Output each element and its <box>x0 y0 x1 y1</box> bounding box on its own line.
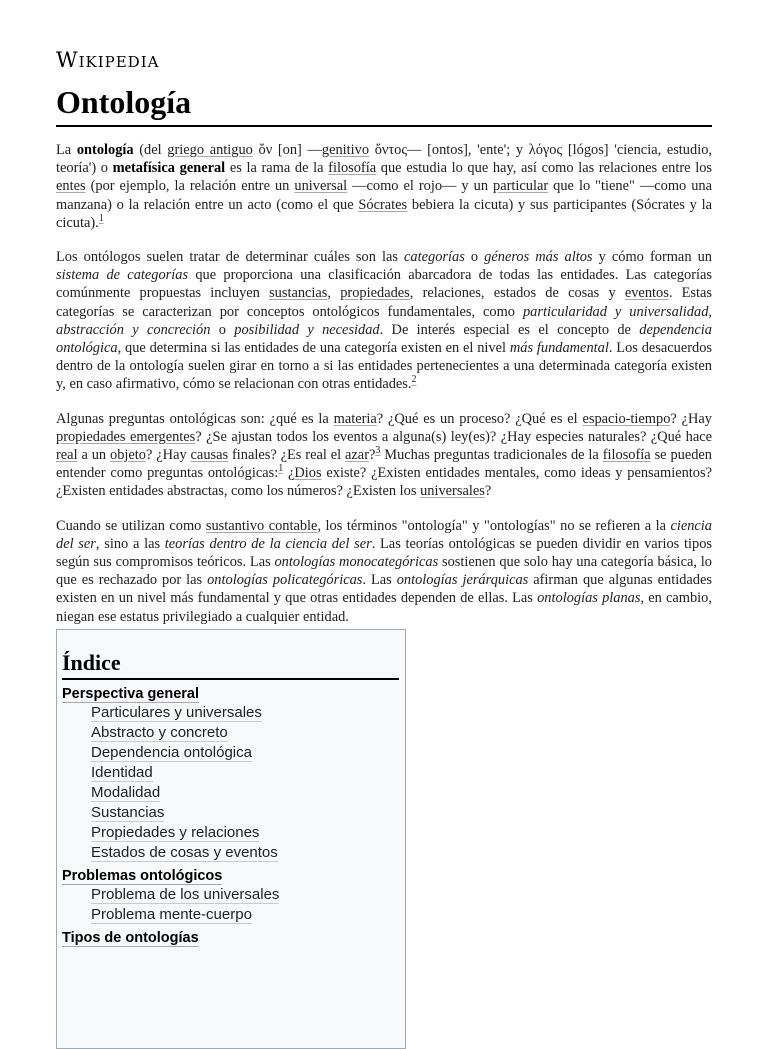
italic-term: categorías <box>404 249 465 266</box>
toc-item-label[interactable]: Estados de cosas y eventos <box>91 844 278 861</box>
wikipedia-wordmark[interactable]: Wikipedia <box>56 48 160 72</box>
reference-3[interactable]: 3 <box>375 445 381 457</box>
link-objeto[interactable]: objeto <box>110 447 147 464</box>
text: ? <box>484 483 492 500</box>
text: sostienen que solo hay una categoría básica, lo que es rechazado por las <box>56 554 713 589</box>
link-entes[interactable]: entes <box>56 178 86 195</box>
italic-term: más fundamental <box>509 340 609 357</box>
toc-item-label[interactable]: Sustancias <box>91 804 165 821</box>
text: , los términos "ontología" y "ontologías" no se refieren a la <box>317 517 671 534</box>
text: . Las teorías ontológicas se pueden dividir en varios tipos según sus compromisos teóricos. Las <box>56 535 712 571</box>
link-espacio-tiempo[interactable]: espacio-tiempo <box>582 410 671 427</box>
toc-item-label[interactable]: Modalidad <box>91 784 161 801</box>
text: , en cambio, niegan ese estatus privilegiado a cualquier entidad. <box>56 590 712 625</box>
italic-term: sistema de categorías <box>56 267 189 284</box>
link-causas[interactable]: causas <box>190 447 229 464</box>
link-universales[interactable]: universales <box>420 483 485 500</box>
link-genitivo[interactable]: genitivo <box>321 142 370 158</box>
toc-item-label[interactable]: Propiedades y relaciones <box>91 824 260 841</box>
article-body <box>56 141 712 642</box>
bold-term: metafísica general <box>112 160 226 177</box>
toc-item[interactable] <box>62 703 399 723</box>
toc-item[interactable] <box>62 803 399 823</box>
italic-term: ontologías jerárquicas <box>396 572 529 589</box>
link-materia[interactable]: materia <box>333 410 377 427</box>
text: . De interés especial es el concepto de <box>379 321 640 338</box>
toc-section-label[interactable]: Tipos de ontologías <box>62 930 199 946</box>
text: ? ¿Hay <box>670 410 712 427</box>
italic-term: teorías dentro de la ciencia del ser <box>164 535 372 552</box>
text: a un <box>77 447 111 464</box>
toc-item[interactable] <box>62 843 399 863</box>
text: Los ontólogos suelen tratar de determinar cuáles son las <box>56 249 405 266</box>
italic-term: posibilidad y necesidad <box>234 321 380 338</box>
toc-title: Índice <box>62 650 399 680</box>
text: o <box>210 321 235 338</box>
bold-term: ontología <box>76 142 134 158</box>
text: es la rama de la <box>225 160 329 177</box>
text: que estudia lo que hay, así como las relaciones entre los <box>376 160 712 177</box>
link-griego-antiguo[interactable]: griego antiguo <box>167 142 253 158</box>
toc-item-label[interactable]: Problema de los universales <box>91 886 280 903</box>
toc-section-problemas-ontologicos[interactable] <box>62 867 399 885</box>
link-sustantivo-contable[interactable]: sustantivo contable <box>205 517 318 534</box>
toc-item[interactable] <box>62 905 399 925</box>
paragraph-intro <box>56 141 712 232</box>
text: . Estas categorías se caracterizan por conceptos ontológicos fundamentales, como <box>56 285 712 320</box>
reference-2[interactable]: 2 <box>411 374 417 386</box>
title-divider <box>56 125 712 127</box>
text: ? ¿Qué es un proceso? ¿Qué es el <box>376 410 583 427</box>
toc-section-label[interactable]: Problemas ontológicos <box>62 868 223 884</box>
toc-item-label[interactable]: Particulares y universales <box>91 704 262 721</box>
toc-section-label[interactable]: Perspectiva general <box>62 686 200 702</box>
link-propiedades[interactable]: propiedades <box>340 285 410 302</box>
text: Algunas preguntas ontológicas son: ¿qué es la <box>56 410 334 427</box>
toc-item[interactable] <box>62 783 399 803</box>
link-sustancias[interactable]: sustancias <box>269 285 328 302</box>
text: (por ejemplo, la relación entre un <box>85 178 295 195</box>
text: o <box>464 249 485 266</box>
text: , sino a las <box>95 535 165 552</box>
link-filosofia[interactable]: filosofía <box>602 447 651 464</box>
text: que proporciona una clasificación abarcadora de todas las entidades. Las categorías comúnmente propuestas incluyen <box>56 267 712 302</box>
link-filosofia[interactable]: filosofía <box>328 160 377 177</box>
reference-1[interactable]: 1 <box>278 463 284 475</box>
text: . Las <box>362 572 397 589</box>
text: , <box>327 285 341 302</box>
link-particular[interactable]: particular <box>493 178 549 195</box>
text: , que determina si las entidades de una categoría existen en el nivel <box>117 340 510 357</box>
page-title: Ontología <box>56 84 192 120</box>
text: se pueden entender como preguntas ontológicas: <box>56 447 713 482</box>
toc-item[interactable] <box>62 823 399 843</box>
text: bebiera la cicuta) y sus participantes (Sócrates y la cicuta). <box>56 196 712 231</box>
toc-item-label[interactable]: Problema mente-cuerpo <box>91 906 252 923</box>
paragraph-categories <box>56 248 712 394</box>
toc-item-label[interactable]: Abstracto y concreto <box>91 724 228 741</box>
link-eventos[interactable]: eventos <box>624 285 669 302</box>
text: ? ¿Se ajustan todos los eventos a alguna(s) ley(es)? ¿Hay especies naturales? ¿Qué hace <box>195 428 712 445</box>
italic-term: géneros más altos <box>484 249 593 266</box>
text: existe? ¿Existen entidades mentales, como ideas y pensamientos? ¿Existen entidades abstractas, como los números? ¿Existen los <box>56 465 712 500</box>
text: que lo "tiene" —como una manzana) o la relación entre un acto (como el que <box>56 178 712 213</box>
text: ὄν [on] — <box>252 142 322 158</box>
text: afirman que algunas entidades existen en un nivel más fundamental y que otras entidades dependen de ellas. Las <box>56 572 712 607</box>
table-of-contents <box>56 629 406 1049</box>
link-propiedades-emergentes[interactable]: propiedades emergentes <box>56 428 196 445</box>
toc-item-label[interactable]: Identidad <box>91 764 153 781</box>
toc-section-perspectiva-general[interactable] <box>62 685 399 703</box>
text: finales? ¿Es real el <box>228 447 346 464</box>
text: Muchas preguntas tradicionales de la <box>380 447 603 464</box>
text: ? <box>369 447 376 464</box>
text: Cuando se utilizan como <box>56 517 206 534</box>
text: ὄντος— [ontos], 'ente'; y λόγος [lógos] 'ciencia, estudio, teoría') o <box>56 142 712 177</box>
text: , relaciones, estados de cosas y <box>409 285 625 302</box>
italic-term: particularidad y universalidad, abstracción y concreción <box>56 303 712 338</box>
link-universal[interactable]: universal <box>294 178 348 195</box>
toc-item[interactable] <box>62 885 399 905</box>
toc-section-tipos-de-ontologias[interactable] <box>62 929 399 947</box>
italic-term: ontologías policategóricas <box>207 572 363 589</box>
italic-term: ontologías planas <box>537 590 641 607</box>
toc-item[interactable] <box>62 743 399 763</box>
paragraph-questions <box>56 410 712 501</box>
toc-item[interactable] <box>62 763 399 783</box>
link-socrates[interactable]: Sócrates <box>358 196 408 213</box>
link-dios[interactable]: Dios <box>294 465 322 482</box>
text: —como el rojo— y un <box>347 178 494 195</box>
text: La <box>56 142 77 158</box>
link-real[interactable]: real <box>56 447 78 464</box>
toc-item-label[interactable]: Dependencia ontológica <box>91 744 252 761</box>
text: ? ¿Hay <box>146 447 191 464</box>
text: y cómo forman un <box>592 249 712 266</box>
text: . Los desacuerdos dentro de la ontología suelen girar en torno a si las entidades pertenecientes a una determinada categoría existen y, en caso afirmativo, cómo se relacionan con otras entidades. <box>56 340 713 393</box>
italic-term: ontologías monocategóricas <box>274 554 439 571</box>
italic-term: dependencia ontológica <box>56 321 712 357</box>
toc-item[interactable] <box>62 723 399 743</box>
text: (del <box>133 142 168 158</box>
reference-1[interactable]: 1 <box>98 213 104 225</box>
text: ¿ <box>283 465 295 482</box>
link-azar[interactable]: azar <box>345 447 369 464</box>
italic-term: ciencia del ser <box>56 517 713 552</box>
paragraph-ontologies <box>56 517 712 626</box>
